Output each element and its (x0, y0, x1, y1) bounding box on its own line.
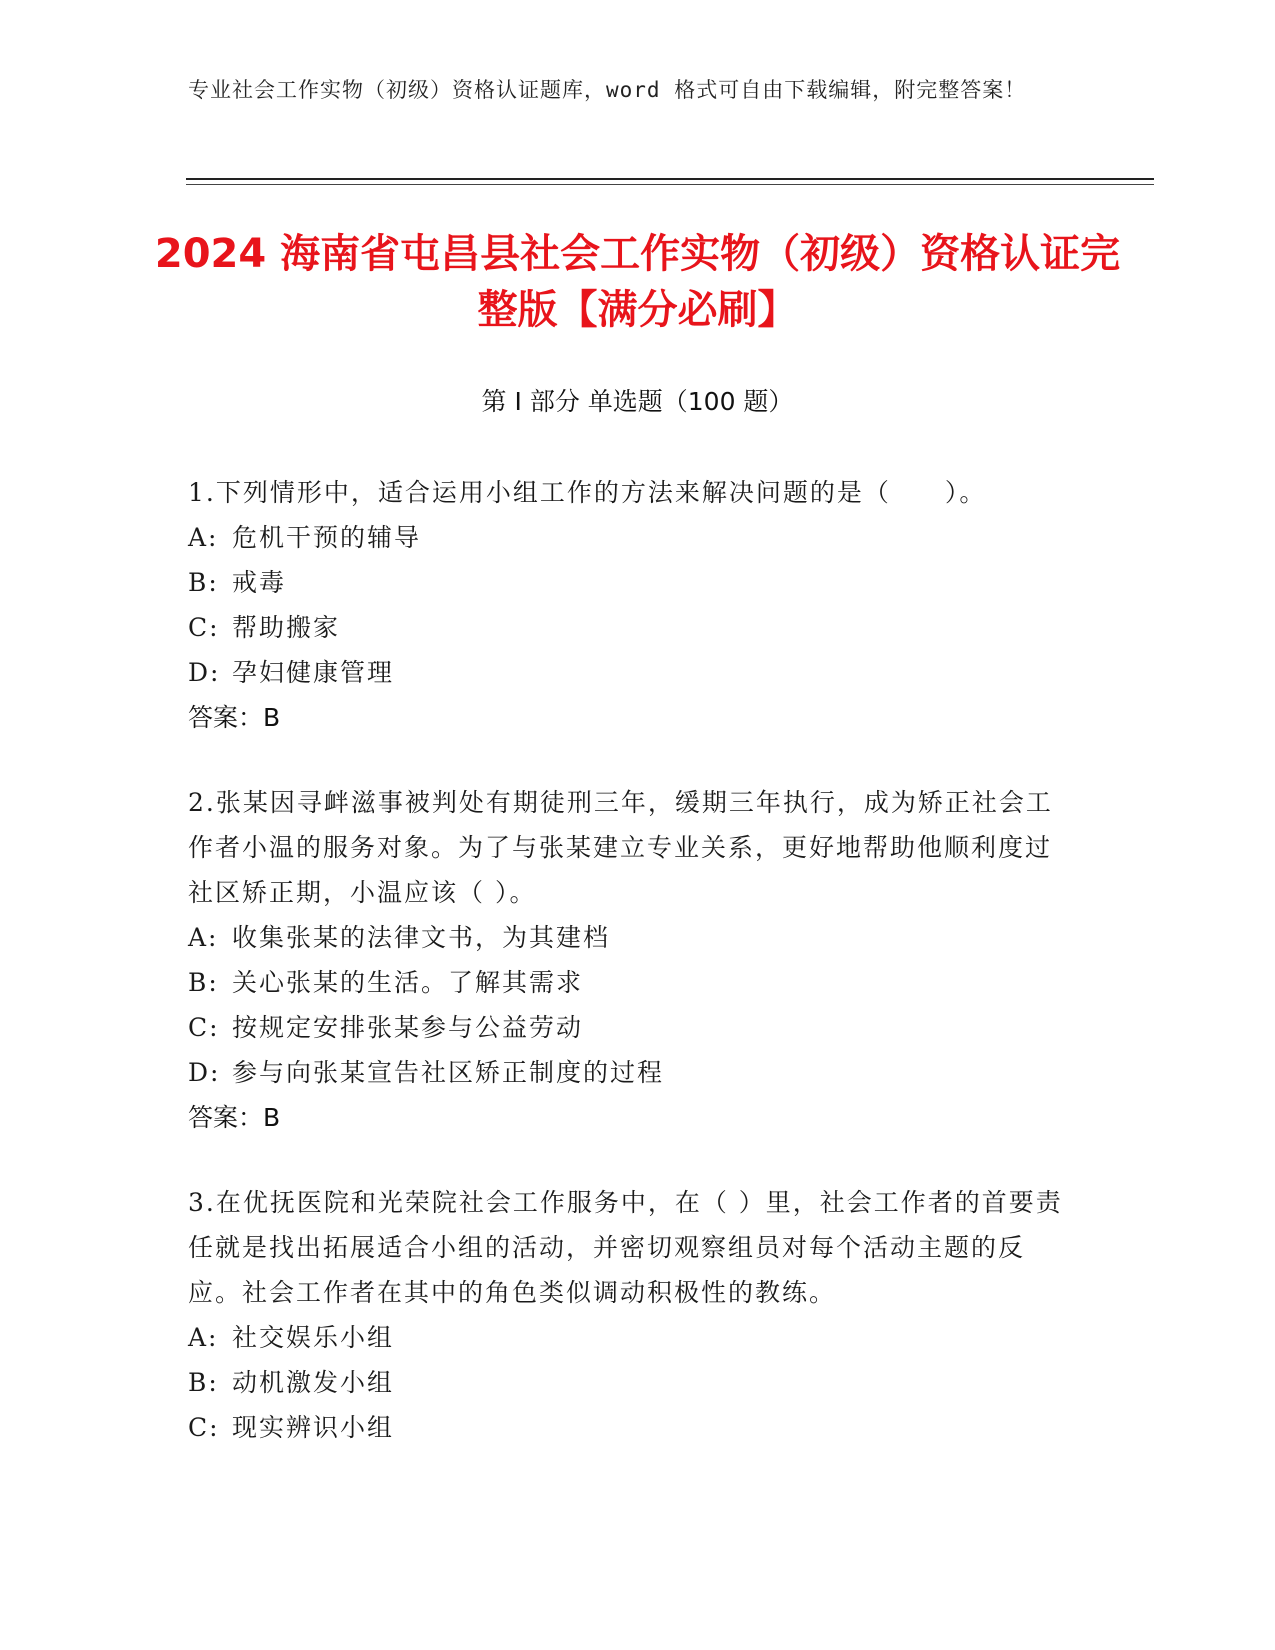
option-letter: C: (188, 613, 220, 642)
question-stem: 1.下列情形中，适合运用小组工作的方法来解决问题的是（ ）。 (188, 478, 987, 507)
option-text: 动机激发小组 (232, 1368, 395, 1397)
option-text: 危机干预的辅导 (232, 523, 422, 552)
question-stem: 2.张某因寻衅滋事被判处有期徒刑三年，缓期三年执行，成为矫正社会工作者小温的服务对象。为了与张某建立专业关系，更好地帮助他顺利度过社区矫正期，小温应该（ ）。 (188, 788, 1053, 907)
question-list (188, 470, 1068, 1490)
option-text: 参与向张某宣告社区矫正制度的过程 (232, 1058, 665, 1087)
option-letter: A: (188, 923, 219, 952)
question-stem: 3.在优抚医院和光荣院社会工作服务中，在（ ）里，社会工作者的首要责任就是找出拓展适合小组的活动，并密切观察组员对每个活动主题的反应。社会工作者在其中的角色类似调动积极性的教练。 (188, 1188, 1063, 1307)
option-d (188, 1050, 1068, 1095)
option-letter: D: (188, 1058, 221, 1087)
option-text: 孕妇健康管理 (232, 658, 395, 687)
option-letter: B: (188, 568, 219, 597)
option-letter: B: (188, 968, 219, 997)
option-c (188, 1405, 1068, 1450)
question-1 (188, 470, 1068, 740)
option-b (188, 960, 1068, 1005)
answer-label: 答案：B (188, 703, 281, 732)
option-text: 按规定安排张某参与公益劳动 (232, 1013, 584, 1042)
header-divider-thick (186, 178, 1154, 180)
option-text: 戒毒 (232, 568, 287, 597)
option-letter: B: (188, 1368, 219, 1397)
option-letter: C: (188, 1413, 220, 1442)
option-c (188, 605, 1068, 650)
option-letter: A: (188, 1323, 219, 1352)
option-c (188, 1005, 1068, 1050)
section-title: 第 I 部分 单选题（100 题） (481, 387, 794, 416)
answer-label: 答案：B (188, 1103, 281, 1132)
option-text: 现实辨识小组 (232, 1413, 395, 1442)
option-letter: A: (188, 523, 219, 552)
question-2 (188, 780, 1068, 1140)
option-letter: D: (188, 658, 221, 687)
option-letter: C: (188, 1013, 220, 1042)
option-text: 收集张某的法律文书，为其建档 (232, 923, 611, 952)
option-a (188, 515, 1068, 560)
option-b (188, 560, 1068, 605)
header-divider-thin (186, 184, 1154, 185)
option-b (188, 1360, 1068, 1405)
option-text: 关心张某的生活。了解其需求 (232, 968, 584, 997)
document-title: 2024 海南省屯昌县社会工作实物（初级）资格认证完整版【满分必刷】 (154, 231, 1121, 333)
option-a (188, 1315, 1068, 1360)
header-note: 专业社会工作实物（初级）资格认证题库，word 格式可自由下载编辑，附完整答案！ (188, 78, 1027, 102)
option-text: 社交娱乐小组 (232, 1323, 395, 1352)
option-d (188, 650, 1068, 695)
option-text: 帮助搬家 (232, 613, 341, 642)
question-3 (188, 1180, 1068, 1450)
option-a (188, 915, 1068, 960)
